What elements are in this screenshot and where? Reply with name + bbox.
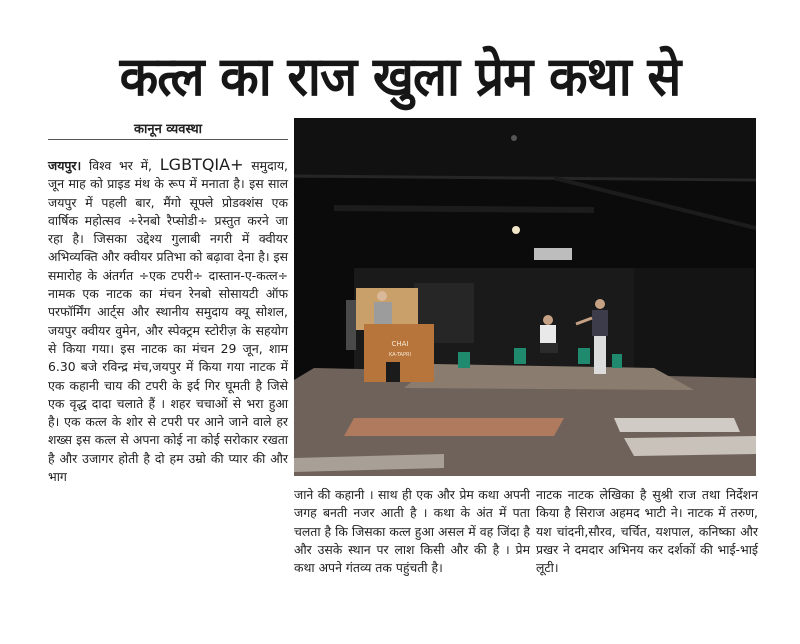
- stall-bin: [386, 362, 400, 382]
- hanging-fixture: [511, 135, 517, 141]
- floor-stripe-2: [614, 418, 740, 432]
- article-column-3: नाटक नाटक लेखिका है सुश्री राज तथा निर्देशन किया है सिराज अहमद भाटी ने। नाटक में तरुण, यश चांदनी,सौरव, चर्चित, यशपाल, कनिष्का और प्रखर ने दमदार अभिनय कर दर्शकों की भाई-भाई लूटी।: [536, 487, 758, 576]
- article-column-1: [48, 156, 288, 596]
- ac-unit: [534, 248, 572, 260]
- stage-photo: [294, 118, 756, 476]
- byline-box: [48, 118, 288, 140]
- lead-latin-term: LGBTQIA+: [159, 155, 244, 174]
- ceiling: [294, 118, 756, 178]
- stage-illustration: [294, 118, 756, 476]
- stall-sign-line2: KA-TAPRI: [389, 352, 411, 358]
- seated-actor-head: [543, 315, 553, 325]
- stool-1: [458, 352, 470, 368]
- standing-actor-trousers: [594, 336, 606, 374]
- left-figure: [346, 300, 356, 350]
- stall-sign-line1: CHAI: [391, 340, 409, 348]
- standing-actor-head: [595, 299, 605, 309]
- old-man-head: [377, 291, 387, 301]
- stool-2: [514, 348, 526, 364]
- lead-text-b: समुदाय, जून माह को प्राइड मंथ के रूप में मनाता है। इस साल जयपुर में पहली बार, मैंगो सूफ्ले प्रोडक्शंस एक वार्षिक महोत्सव ÷रेनबो रैप्सोडी÷ प्रस्तुत करने जा रहा है। जिसका उद्देश्य गुलाबी नगरी में क्वीयर अभिव्यक्ति और क्वीयर प्रतिभा को बढ़ावा देना है। इस समारोह के अंतर्गत ÷एक टपरी÷ दास्तान-ए-कत्ल÷ नामक एक नाटक का मंचन रेनबो सोसायटी ऑफ परफॉर्मिंग आर्ट्स और स्थानीय समुदाय क्यू सोशल, जयपुर क्वीयर वुमेन, और स्पेक्ट्रम स्टोरीज़ के सहयोग से किया गया। इस नाटक का मंचन 29 जून, शाम 6.30 बजे रविन्द्र मंच,जयपुर में किया गया नाटक में एक कहानी चाय की टपरी के इर्द गिर घूमती है जिसे एक वृद्ध दादा चलाते हैं । शहर चचाओं से भरा हुआ है। एक कत्ल के शोर से टपरी पर आने जाने वाले हर शख्स इस कत्ल से अपना कोई ना कोई सरोकार रखता है और उजागर होती है दो हम उम्रो की प्यार की और भाग: [48, 158, 288, 485]
- dateline: जयपुर।: [48, 158, 82, 173]
- old-man-body: [374, 302, 392, 324]
- stool-4: [612, 354, 622, 368]
- stage-light: [512, 226, 520, 234]
- floor-stripe-1: [344, 418, 564, 436]
- headline: कत्ल का राज खुला प्रेम कथा से: [119, 45, 681, 108]
- article-column-2: जाने की कहानी । साथ ही एक और प्रेम कथा अपनी जगह बनती नजर आती है । कथा के अंत में पता चलता है कि जिसका कत्ल हुआ असल में वह जिंदा है और उसके स्थान पर लाश किसी और की है । प्रेम कथा अपने गंतव्य तक पहुंचती है।: [294, 487, 530, 576]
- floor-stripe-3: [624, 436, 756, 456]
- byline: कानून व्यवस्था: [134, 122, 202, 137]
- standing-actor-shirt: [592, 310, 608, 336]
- seated-actor-legs: [540, 343, 558, 353]
- stool-3: [578, 348, 590, 364]
- lead-text-a: विश्व भर में,: [81, 158, 160, 173]
- lighting-bar: [334, 208, 594, 210]
- seated-actor-shirt: [540, 325, 556, 343]
